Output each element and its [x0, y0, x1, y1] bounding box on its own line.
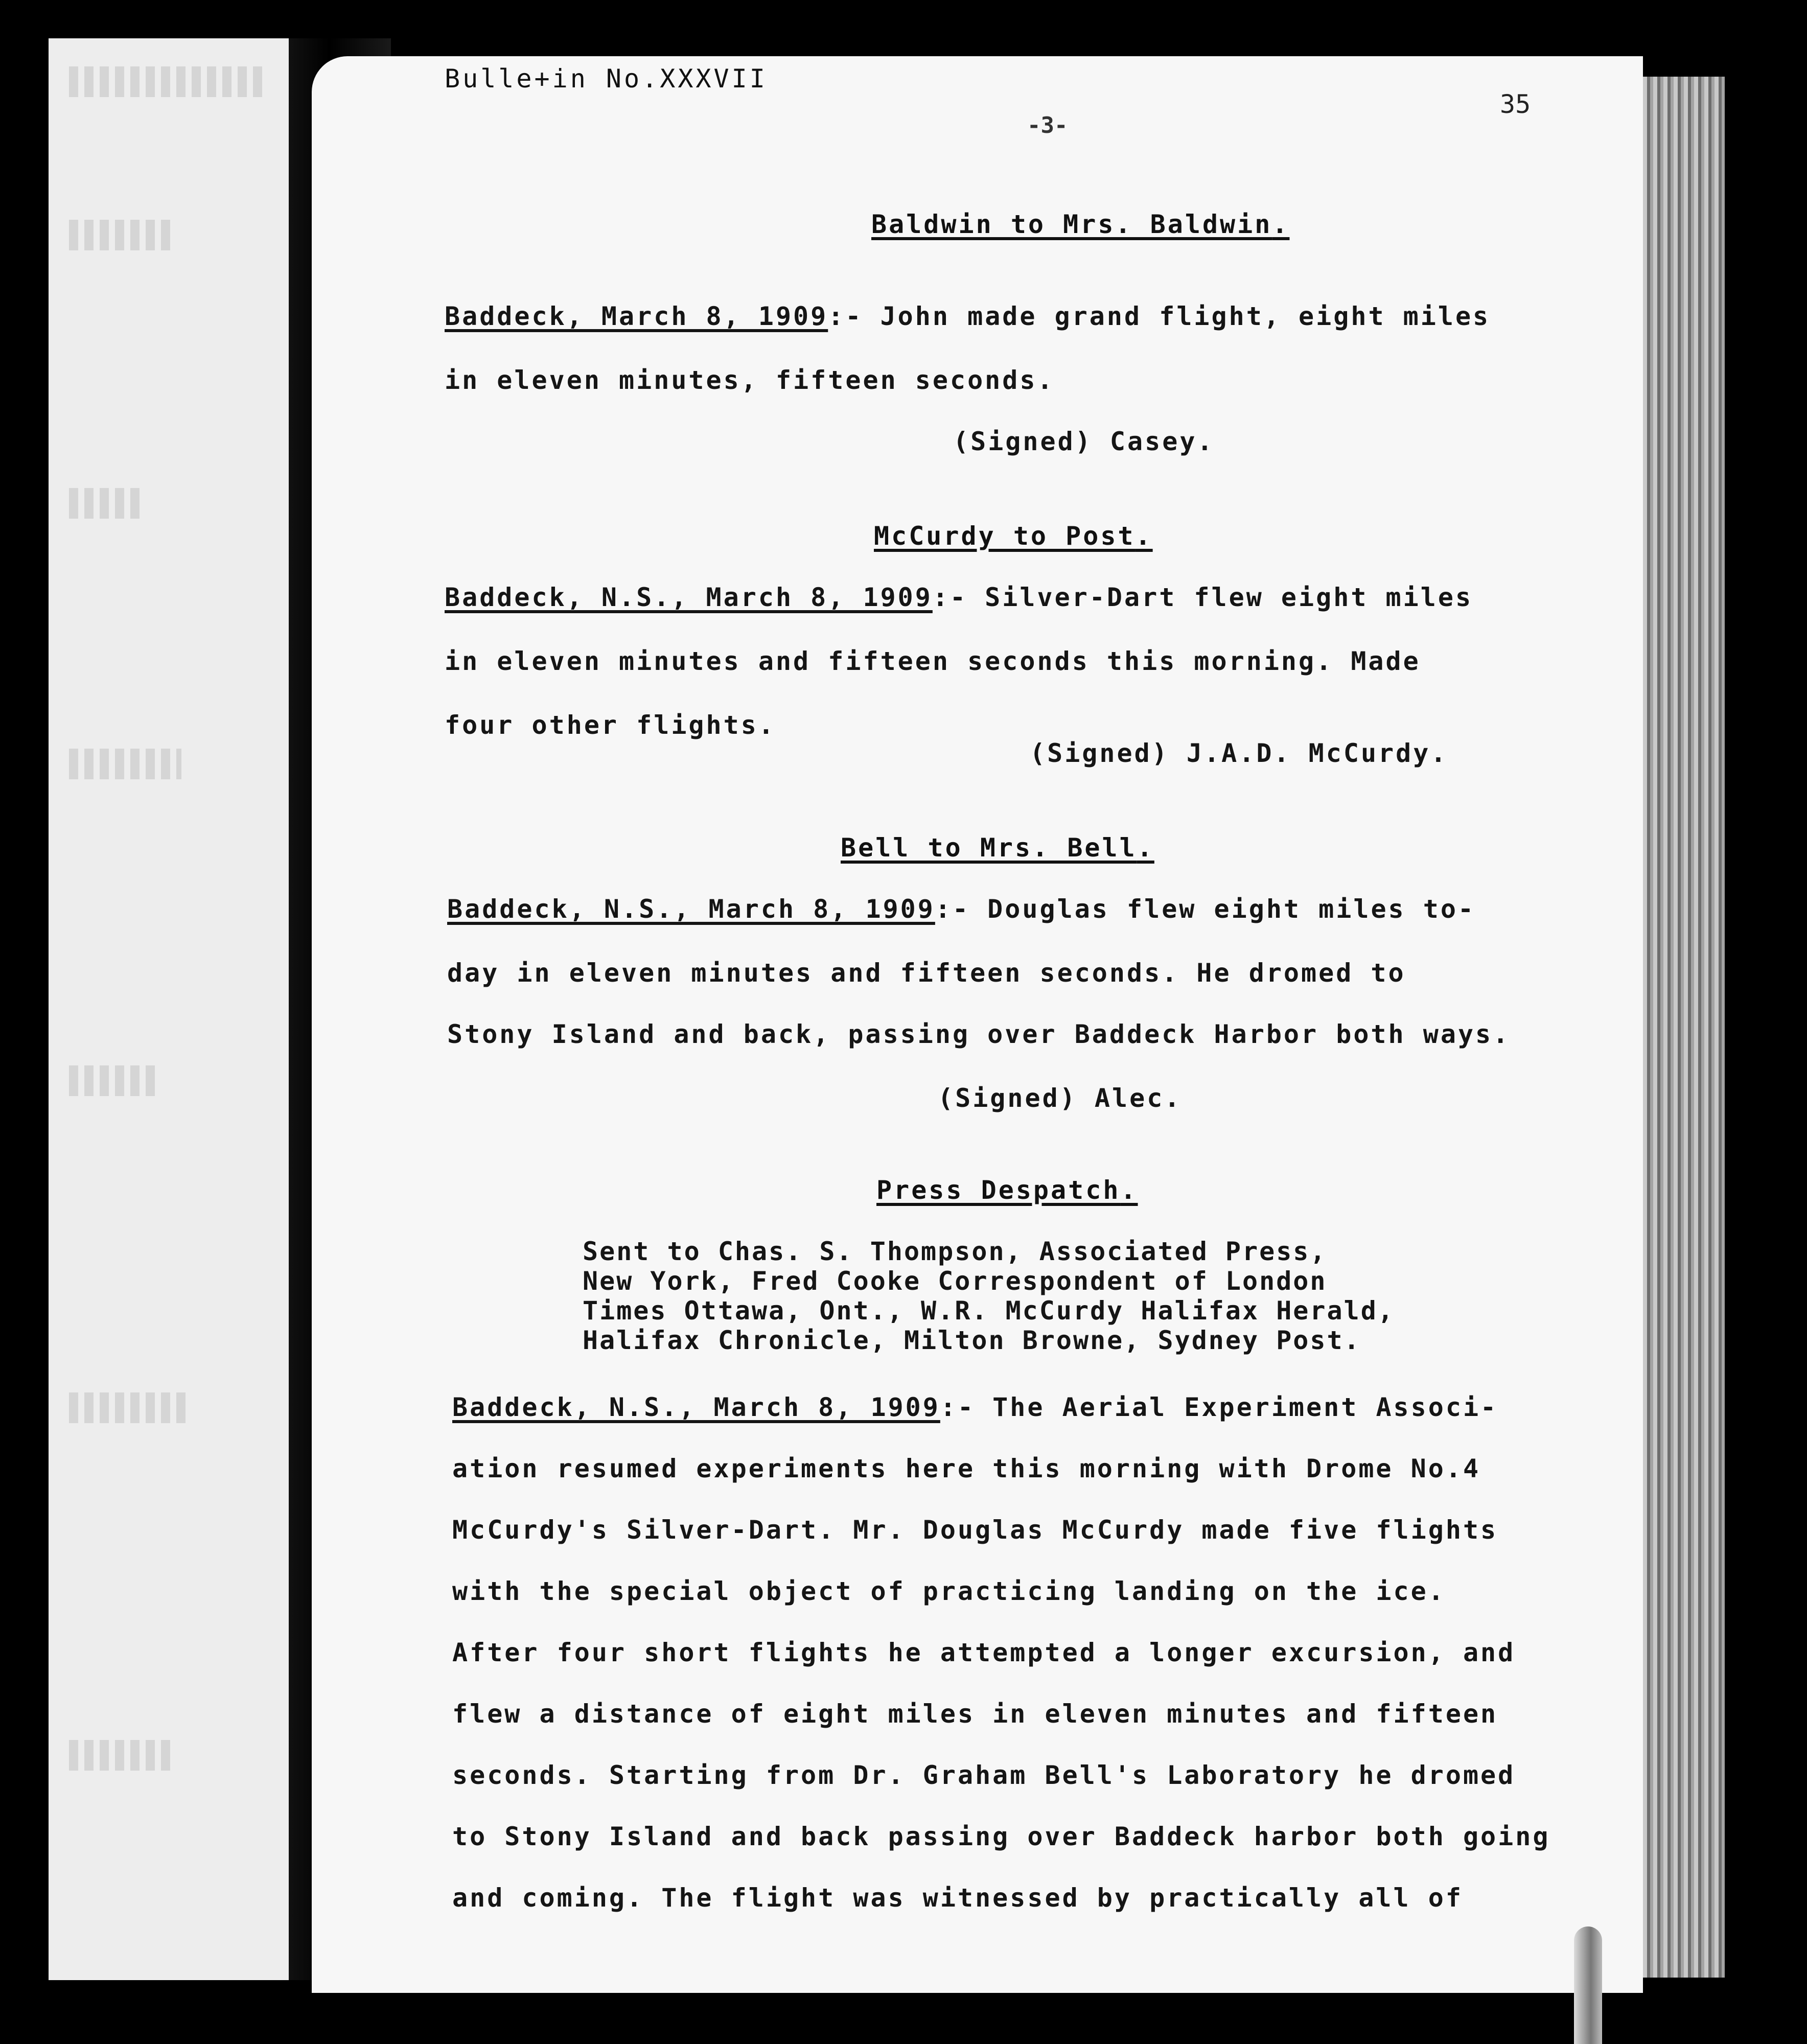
telegram-line: in eleven minutes and fifteen seconds this morning. Made: [445, 646, 1421, 676]
press-recipient-line: New York, Fred Cooke Correspondent of London: [583, 1266, 1327, 1296]
telegram-line: Baddeck, N.S., March 8, 1909:- Silver-Dart flew eight miles: [445, 583, 1473, 612]
bleed-through-text: [69, 1740, 171, 1771]
telegram-line: day in eleven minutes and fifteen seconds. He dromed to: [447, 958, 1406, 988]
bleed-through-text: [69, 66, 263, 97]
signature: (Signed) Casey.: [953, 427, 1215, 456]
dateline: Baddeck, N.S., March 8, 1909: [447, 894, 935, 924]
dateline: Baddeck, March 8, 1909: [445, 301, 828, 331]
dateline: Baddeck, N.S., March 8, 1909: [452, 1392, 940, 1422]
dateline: Baddeck, N.S., March 8, 1909: [445, 583, 933, 612]
pen-object: [1574, 1926, 1602, 2044]
bleed-through-text: [69, 488, 146, 519]
bleed-through-text: [69, 220, 171, 250]
page-edges: [1643, 77, 1725, 1978]
press-recipient-line: Times Ottawa, Ont., W.R. McCurdy Halifax Herald,: [583, 1296, 1395, 1326]
press-line: to Stony Island and back passing over Baddeck harbor both going: [452, 1822, 1550, 1851]
press-line: and coming. The flight was witnessed by practically all of: [452, 1883, 1463, 1913]
telegram-line: Stony Island and back, passing over Baddeck Harbor both ways.: [447, 1019, 1511, 1049]
press-line: Baddeck, N.S., March 8, 1909:- The Aerial Experiment Associ-: [452, 1392, 1498, 1422]
bleed-through-text: [69, 1392, 192, 1423]
telegram-heading: McCurdy to Post.: [874, 521, 1153, 551]
press-line: flew a distance of eight miles in eleven minutes and fifteen: [452, 1699, 1498, 1729]
press-line: McCurdy's Silver-Dart. Mr. Douglas McCurdy made five flights: [452, 1515, 1498, 1545]
telegram-heading: Bell to Mrs. Bell.: [841, 833, 1154, 863]
bleed-through-text: [69, 749, 181, 779]
telegram-heading: Baldwin to Mrs. Baldwin.: [871, 210, 1290, 239]
telegram-line: four other flights.: [445, 710, 776, 740]
page-dash-number: -3-: [1027, 112, 1068, 138]
press-line: After four short flights he attempted a longer excursion, and: [452, 1638, 1516, 1667]
signature: (Signed) Alec.: [938, 1083, 1182, 1113]
telegram-line: Baddeck, N.S., March 8, 1909:- Douglas flew eight miles to-: [447, 894, 1476, 924]
facing-page: [49, 38, 289, 1980]
press-recipients: [583, 1237, 1395, 1355]
signature: (Signed) J.A.D. McCurdy.: [1030, 738, 1448, 768]
press-line: ation resumed experiments here this morning with Drome No.4: [452, 1454, 1481, 1483]
bleed-through-text: [69, 1065, 156, 1096]
telegram-line: Baddeck, March 8, 1909:- John made grand flight, eight miles: [445, 301, 1491, 331]
press-recipient-line: Halifax Chronicle, Milton Browne, Sydney Post.: [583, 1326, 1361, 1355]
page-number: 35: [1500, 89, 1531, 119]
bulletin-header: Bulle+in No.XXXVII: [445, 64, 768, 94]
telegram-line: in eleven minutes, fifteen seconds.: [445, 365, 1055, 395]
press-line: seconds. Starting from Dr. Graham Bell's Laboratory he dromed: [452, 1760, 1516, 1790]
press-line: with the special object of practicing landing on the ice.: [452, 1576, 1446, 1606]
press-recipient-line: Sent to Chas. S. Thompson, Associated Press,: [583, 1237, 1327, 1266]
press-heading: Press Despatch.: [876, 1175, 1138, 1205]
